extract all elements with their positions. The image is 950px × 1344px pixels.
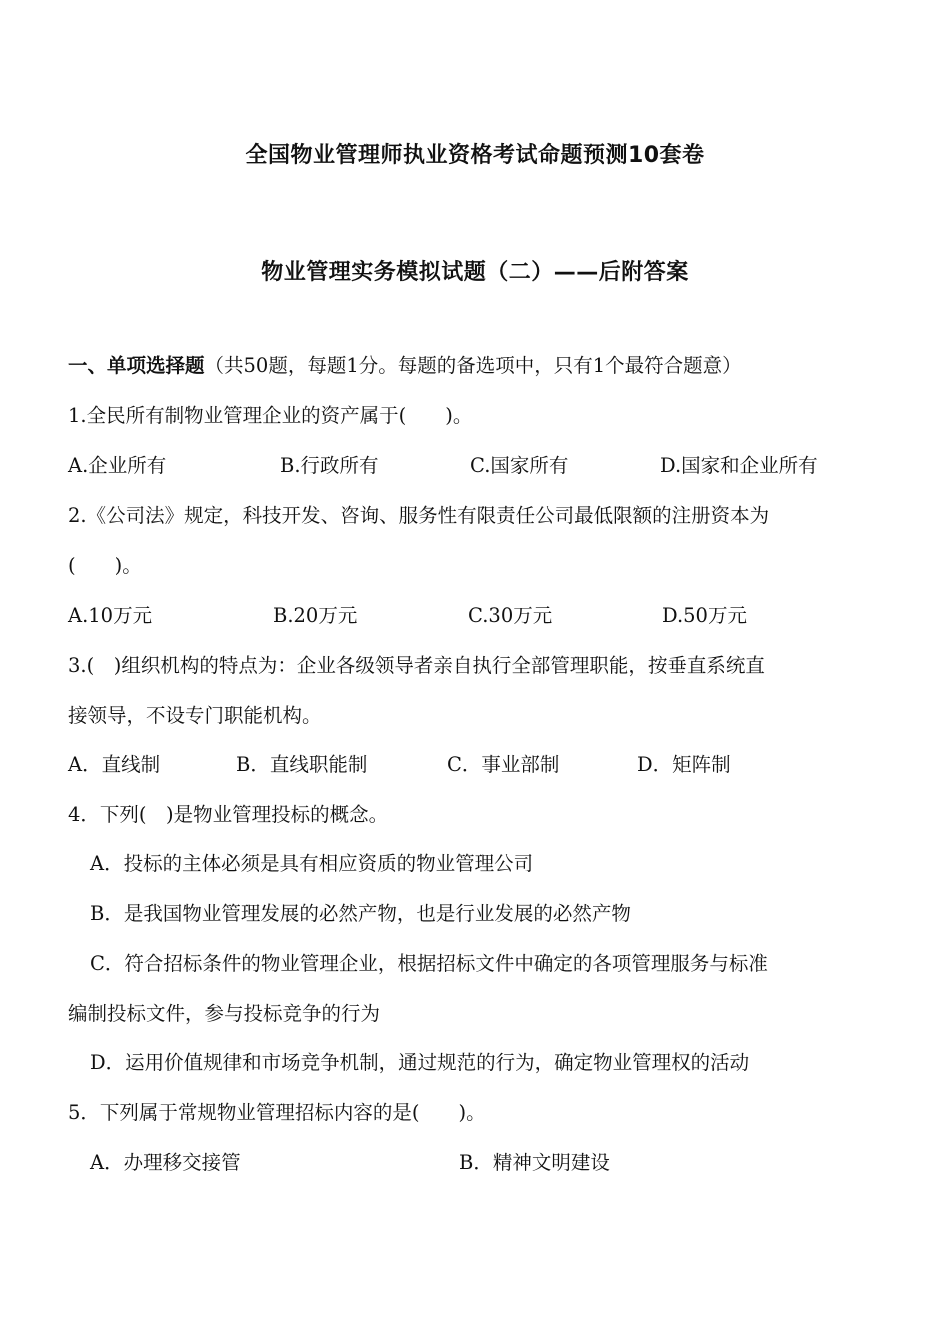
question-1-stem: 1.全民所有制物业管理企业的资产属于( )。: [68, 404, 473, 427]
document-title: 全国物业管理师执业资格考试命题预测10套卷: [245, 143, 705, 168]
question-3-option-a: A．直线制: [68, 753, 161, 776]
question-1-option-a: A.企业所有: [68, 454, 167, 477]
question-4-stem: 4．下列( )是物业管理投标的概念。: [68, 803, 389, 826]
question-2-option-d: D.50万元: [662, 604, 747, 627]
section-note: （共50题，每题1分。每题的备选项中，只有1个最符合题意）: [204, 354, 742, 377]
question-1-option-d: D.国家和企业所有: [660, 454, 818, 477]
question-2-option-a: A.10万元: [68, 604, 153, 627]
question-4-option-c-line1: C．符合招标条件的物业管理企业，根据招标文件中确定的各项管理服务与标准: [90, 952, 768, 975]
question-2-option-c: C.30万元: [468, 604, 553, 627]
question-4-option-d: D．运用价值规律和市场竞争机制，通过规范的行为，确定物业管理权的活动: [90, 1051, 750, 1074]
question-1-option-b: B.行政所有: [280, 454, 379, 477]
question-4-option-a: A．投标的主体必须是具有相应资质的物业管理公司: [90, 852, 534, 875]
question-1-option-c: C.国家所有: [470, 454, 569, 477]
question-5-option-b: B．精神文明建设: [459, 1151, 610, 1174]
question-5-option-a: A．办理移交接管: [90, 1151, 241, 1174]
question-3-option-b: B．直线职能制: [236, 753, 368, 776]
question-3-stem-line2: 接领导，不设专门职能机构。: [68, 704, 322, 727]
question-5-stem: 5．下列属于常规物业管理招标内容的是( )。: [68, 1101, 486, 1124]
question-4-option-c-line2: 编制投标文件，参与投标竞争的行为: [68, 1002, 381, 1025]
document-subtitle: 物业管理实务模拟试题（二）——后附答案: [261, 260, 689, 285]
question-3-option-c: C．事业部制: [447, 753, 560, 776]
section-heading-line: [68, 354, 742, 378]
question-2-stem-line1: 2.《公司法》规定，科技开发、咨询、服务性有限责任公司最低限额的注册资本为: [68, 504, 770, 527]
question-3-stem-line1: 3.( )组织机构的特点为：企业各级领导者亲自执行全部管理职能，按垂直系统直: [68, 654, 765, 677]
question-2-stem-line2: ( )。: [68, 554, 142, 577]
question-2-option-b: B.20万元: [273, 604, 358, 627]
section-heading: 一、单项选择题: [68, 354, 205, 377]
question-4-option-b: B．是我国物业管理发展的必然产物，也是行业发展的必然产物: [90, 902, 631, 925]
question-3-option-d: D．矩阵制: [637, 753, 731, 776]
